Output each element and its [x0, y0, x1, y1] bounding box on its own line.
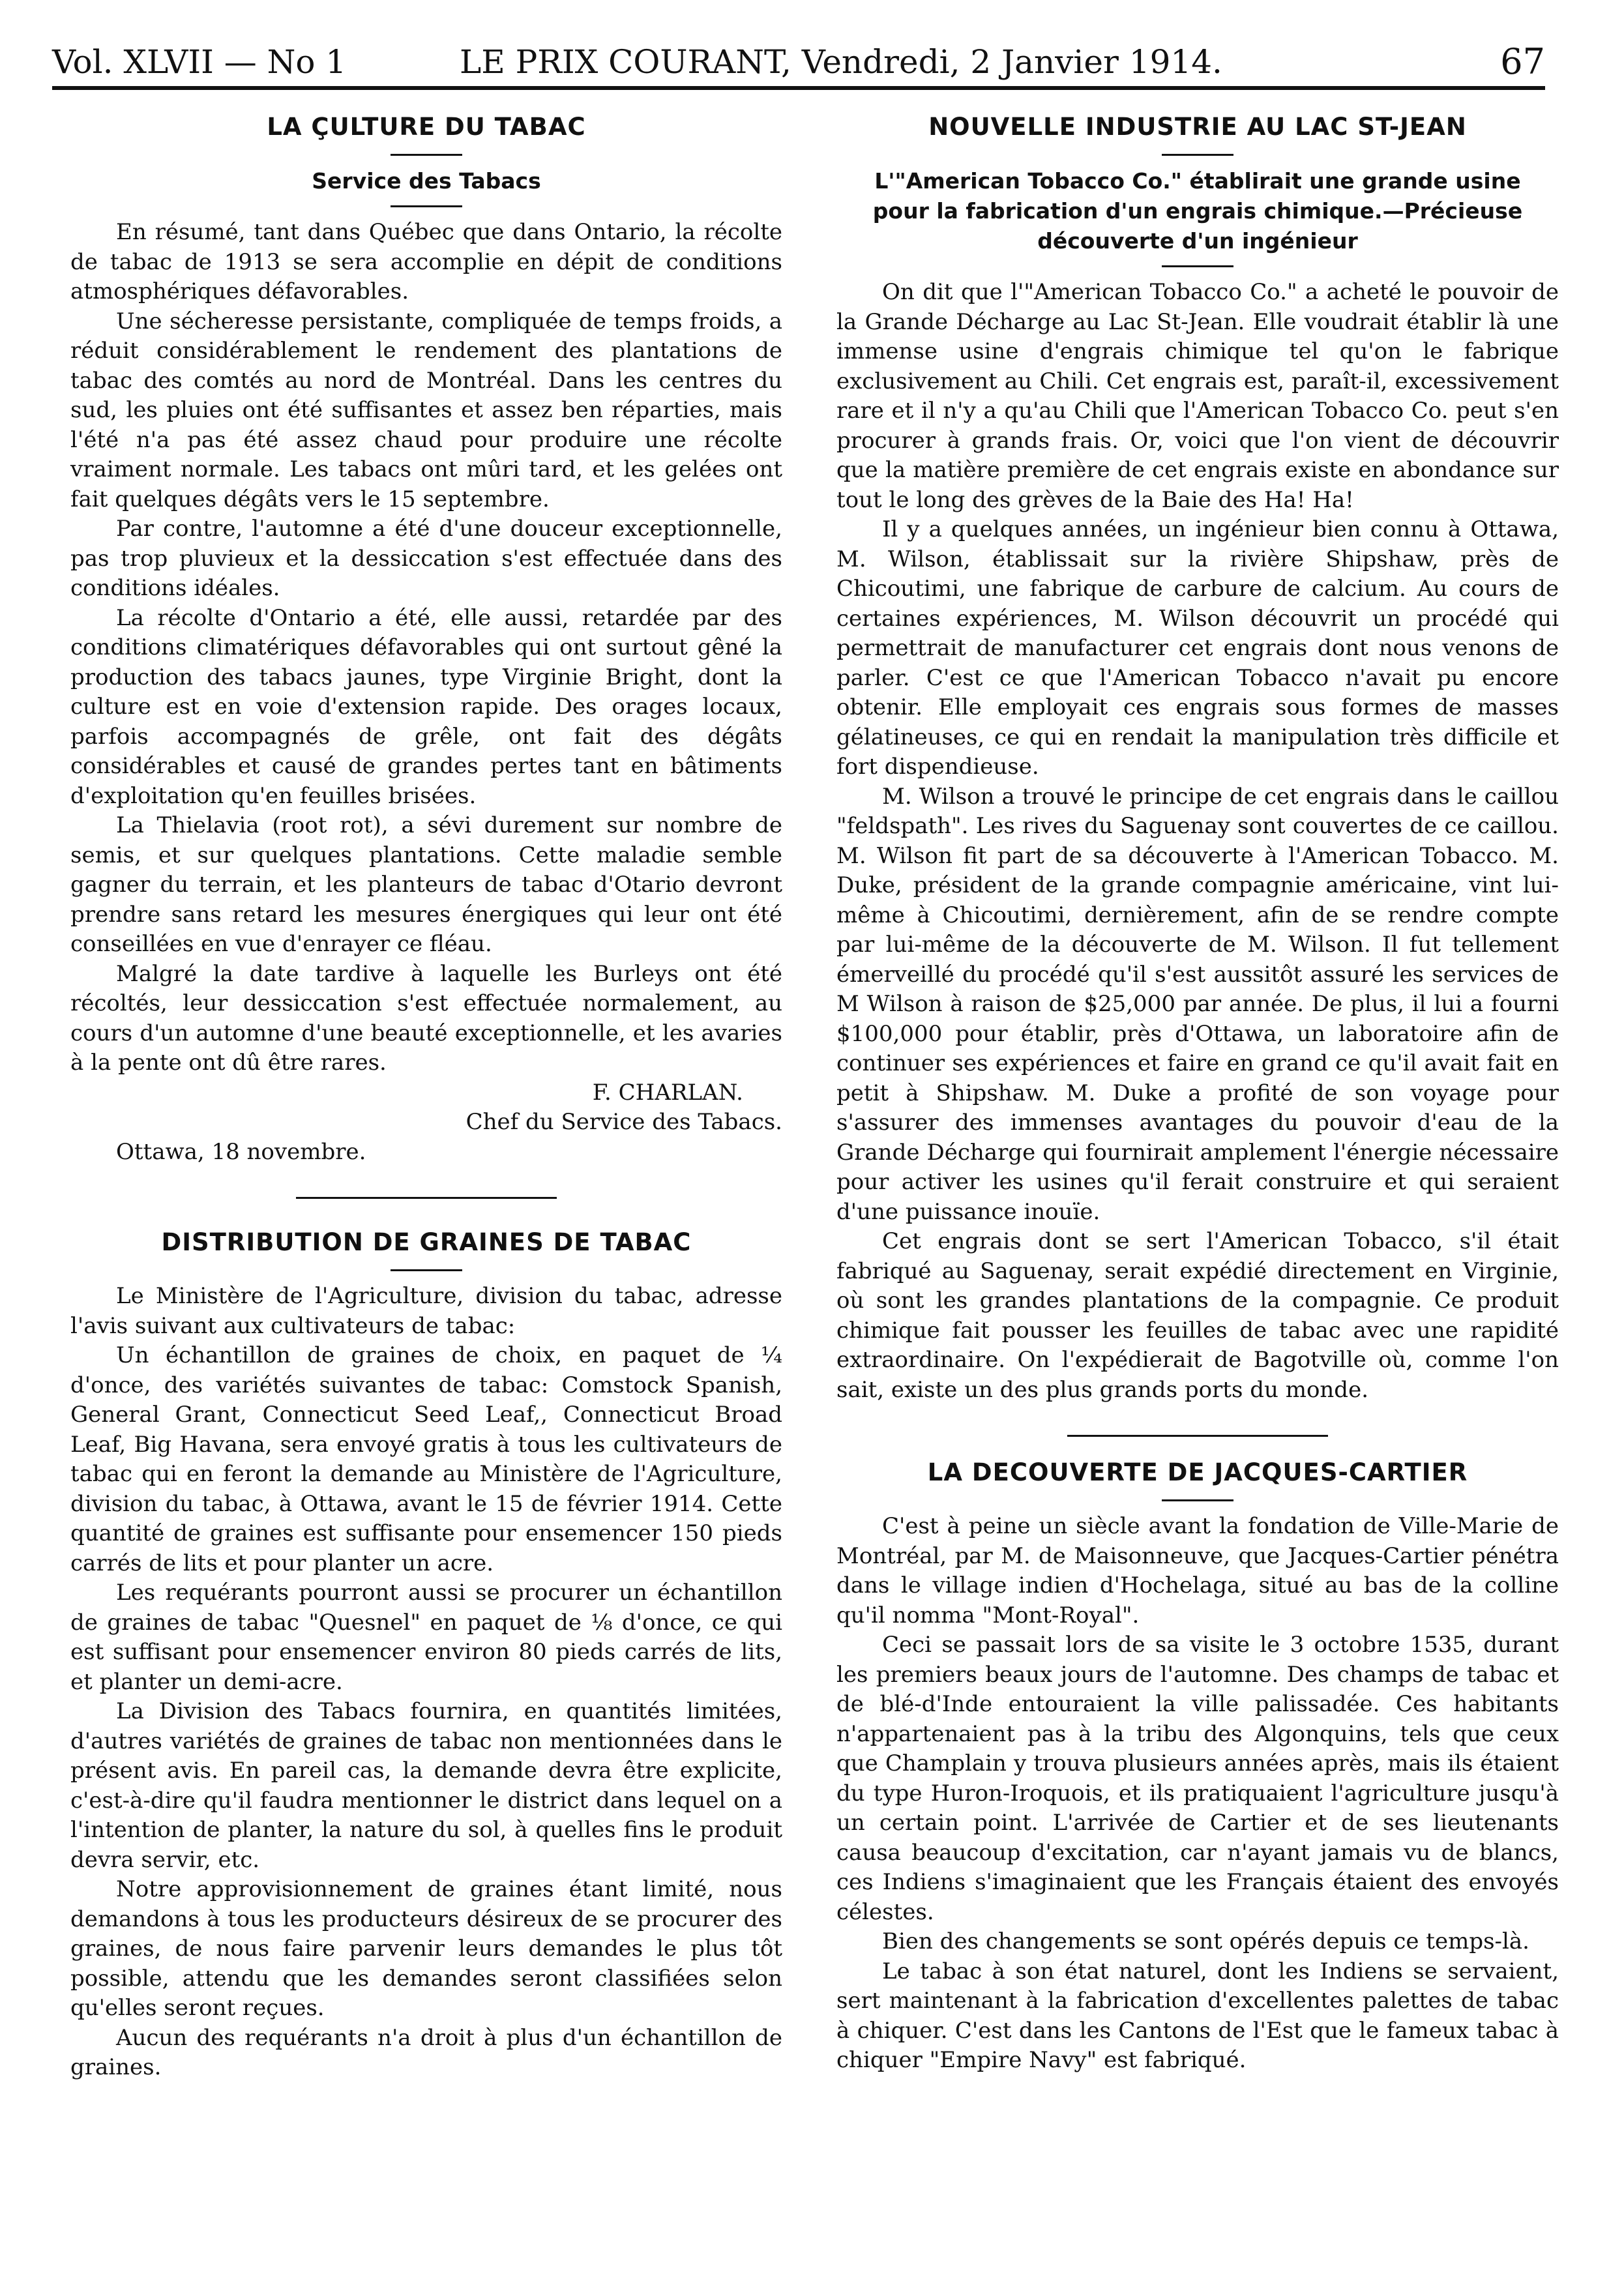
title-rule [1162, 154, 1233, 156]
subtitle-rule [1162, 265, 1233, 267]
paragraph: Notre approvisionnement de graines étant limité, nous demandons à tous les producteurs désireux de se procurer des graines, de nous faire parvenir leurs demandes le plus tôt possible, attendu que les demandes seront classifiées selon qu'elles seront reçues. [70, 1876, 782, 2021]
title-rule [391, 154, 462, 156]
left-column [70, 98, 782, 2083]
title-rule [391, 1269, 462, 1271]
signature-title: Chef du Service des Tabacs. [465, 1109, 782, 1135]
paragraph: La Thielavia (root rot), a sévi durement sur nombre de semis, et sur quelques plantations. Cette maladie semble gagner du terrain, et les planteurs de tabac d'Otario devront prendre sans retard les mesures énergiques qui leur ont été conseillées en vue d'enrayer ce fléau. [70, 812, 782, 957]
paragraph: Par contre, l'automne a été d'une douceur exceptionnelle, pas trop pluvieux et la dessiccation s'est effectuée dans des conditions idéales. [70, 516, 782, 601]
dateline: Ottawa, 18 novembre. [116, 1138, 366, 1165]
title-rule [1162, 1499, 1233, 1501]
article-subtitle: L'"American Tobacco Co." établirait une grande usine pour la fabrication d'un engrais chimique.—Précieuse découverte d'un ingénieur [872, 168, 1523, 254]
section-divider [296, 1197, 557, 1199]
paragraph: Bien des changements se sont opérés depuis ce temps-là. [882, 1928, 1529, 1954]
subtitle-rule [391, 205, 462, 207]
signature-name: F. CHARLAN. [592, 1079, 743, 1106]
article-distribution-graines [70, 1225, 782, 2083]
paragraph: Le tabac à son état naturel, dont les Indiens se servaient, sert maintenant à la fabrication d'excellentes palettes de tabac à chiquer. C'est dans les Cantons de l'Est que le fameux tabac à chiquer "Empire Navy" est fabriqué. [836, 1958, 1559, 2073]
article-culture-tabac [70, 110, 782, 1167]
article-decouverte-cartier [836, 1455, 1559, 2076]
article-subtitle: Service des Tabacs [312, 168, 541, 194]
paragraph: La Division des Tabacs fournira, en quantités limitées, d'autres variétés de graines de tabac non mentionnées dans le présent avis. En pareil cas, la demande devra être explicite, c'est-à-dire qu'il faudra mentionner le district dans lequel on a l'intention de planter, la nature du sol, à quelles fins le produit devra servir, etc. [70, 1698, 782, 1873]
article-title: NOUVELLE INDUSTRIE AU LAC ST-JEAN [928, 113, 1467, 141]
section-divider [1067, 1435, 1328, 1437]
paragraph: M. Wilson a trouvé le principe de cet engrais dans le caillou "feldspath". Les rives du Saguenay sont couvertes de ce caillou. M. Wilson fit part de sa découverte à l'American Tobacco. M. Duke, président de la grande compagnie américaine, vint lui-même à Chicoutimi, dernièrement, afin de se rendre compte par lui-même de la découverte de M. Wilson. Il fut tellement émerveillé du procédé qu'il s'est aussitôt assuré les services de M Wilson à raison de $25,000 par année. De plus, il lui a fourni $100,000 pour établir, près d'Ottawa, un laboratoire afin de continuer ses expériences et faire en grand ce qu'il avait fait en petit à Shipshaw. M. Duke a profité de son voyage pour s'assurer des immenses avantages du pouvoir d'eau de la Grande Décharge qui fournirait amplement l'énergie nécessaire pour activer les usines qu'il ferait construire et qui seraient d'une puissance inouïe. [836, 783, 1559, 1225]
paragraph: Le Ministère de l'Agriculture, division du tabac, adresse l'avis suivant aux cultivateurs de tabac: [70, 1283, 782, 1339]
paragraph: Cet engrais dont se sert l'American Tobacco, s'il était fabriqué au Saguenay, serait expédié directement en Virginie, où sont les grandes plantations de la compagnie. Ce produit chimique fait pousser les feuilles de tabac avec une rapidité extraordinaire. On l'expédierait de Bagotville où, comme l'on sait, existe un des plus grands ports du monde. [836, 1228, 1559, 1403]
paragraph: Ceci se passait lors de sa visite le 3 octobre 1535, durant les premiers beaux jours de l'automne. Des champs de tabac et de blé-d'Inde entouraient la ville palissadée. Ces habitants n'appartenaient pas à la tribu des Algonquins, tels que ceux que Champlain y trouva plusieurs années après, mais ils étaient du type Huron-Iroquois, et ils pratiquaient l'agriculture jusqu'à un certain point. L'arrivée de Cartier et de ses lieutenants causa beaucoup d'excitation, car n'ayant jamais vu de blancs, ces Indiens s'imaginaient que les Français étaient des envoyés célestes. [836, 1632, 1559, 1925]
paragraph: Une sécheresse persistante, compliquée de temps froids, a réduit considérablement le rendement des plantations de tabac des comtés au nord de Montréal. Dans les centres du sud, les pluies ont été suffisantes et assez ben réparties, mais l'été n'a pas été assez chaud pour produire une récolte vraiment normale. Les tabacs ont mûri tard, et les gelées ont fait quelques dégâts vers le 15 septembre. [70, 308, 782, 512]
article-title: DISTRIBUTION DE GRAINES DE TABAC [161, 1228, 692, 1256]
paragraph: En résumé, tant dans Québec que dans Ontario, la récolte de tabac de 1913 se sera accomplie en dépit de conditions atmosphériques défavorables. [70, 219, 782, 304]
paragraph: Les requérants pourront aussi se procurer un échantillon de graines de tabac "Quesnel" en paquet de ⅛ d'once, ce qui est suffisant pour ensemencer environ 80 pieds carrés de lits, et planter un demi-acre. [70, 1580, 782, 1695]
paragraph: La récolte d'Ontario a été, elle aussi, retardée par des conditions climatériques défavorables qui ont surtout gêné la production des tabacs jaunes, type Virginie Bright, dont la culture est en voie d'extension rapide. Des orages locaux, parfois accompagnés de grêle, ont fait des dégâts considérables et causé de grandes pertes tant en bâtiments d'exploitation qu'en feuilles brisées. [70, 604, 782, 809]
publication-line: LE PRIX COURANT, Vendredi, 2 Janvier 1914. [460, 43, 1222, 81]
paragraph: Malgré la date tardive à laquelle les Burleys ont été récoltés, leur dessiccation s'est effectuée normalement, au cours d'un automne d'une beauté exceptionnelle, et les avaries à la pente ont dû être rares. [70, 960, 782, 1076]
article-title: LA ÇULTURE DU TABAC [267, 113, 586, 141]
paragraph: Un échantillon de graines de choix, en paquet de ¼ d'once, des variétés suivantes de tabac: Comstock Spanish, General Grant, Connecticut Seed Leaf,, Connecticut Broad Leaf, Big Havana, sera envoyé gratis à tous les cultivateurs de tabac qui en feront la demande au Ministère de l'Agriculture, division du tabac, à Ottawa, avant le 15 de février 1914. Cette quantité de graines est suffisante pour ensemencer 150 pieds carrés de lits et pour planter un acre. [70, 1342, 782, 1576]
paragraph: Aucun des requérants n'a droit à plus d'un échantillon de graines. [70, 2024, 782, 2080]
page-header [52, 36, 1545, 88]
header-rule [52, 86, 1545, 90]
volume-number: Vol. XLVII — No 1 [52, 43, 347, 81]
paragraph: C'est à peine un siècle avant la fondation de Ville-Marie de Montréal, par M. de Maisonneuve, que Jacques-Cartier pénétra dans le village indien d'Hochelaga, situé au bas de la colline qu'il nomma "Mont-Royal". [836, 1513, 1559, 1628]
article-title: LA DECOUVERTE DE JACQUES-CARTIER [927, 1458, 1468, 1486]
paragraph: On dit que l'"American Tobacco Co." a acheté le pouvoir de la Grande Décharge au Lac St-Jean. Elle voudrait établir là une immense usine d'engrais chimique tel qu'on le fabrique exclusivement au Chili. Cet engrais est, paraît-il, excessivement rare et il n'y a qu'au Chili que l'American Tobacco Co. peut s'en procurer à grands frais. Or, voici que l'on vient de découvrir que la matière première de cet engrais existe en abondance sur tout le long des grèves de la Baie des Ha! Ha! [836, 279, 1559, 513]
article-nouvelle-industrie [836, 110, 1559, 1405]
paragraph: Il y a quelques années, un ingénieur bien connu à Ottawa, M. Wilson, établissait sur la rivière Shipshaw, près de Chicoutimi, une fabrique de carbure de calcium. Au cours de certaines expériences, M. Wilson découvrit un procédé qui permettrait de manufacturer cet engrais dont nous venons de parler. C'est ce que l'American Tobacco n'avait pu encore obtenir. Elle employait ces engrais sous formes de masses gélatineuses, ce qui en rendait la manipulation très difficile et fort dispendieuse. [836, 516, 1559, 780]
right-column [836, 98, 1559, 2076]
page-number: 67 [1500, 41, 1545, 82]
